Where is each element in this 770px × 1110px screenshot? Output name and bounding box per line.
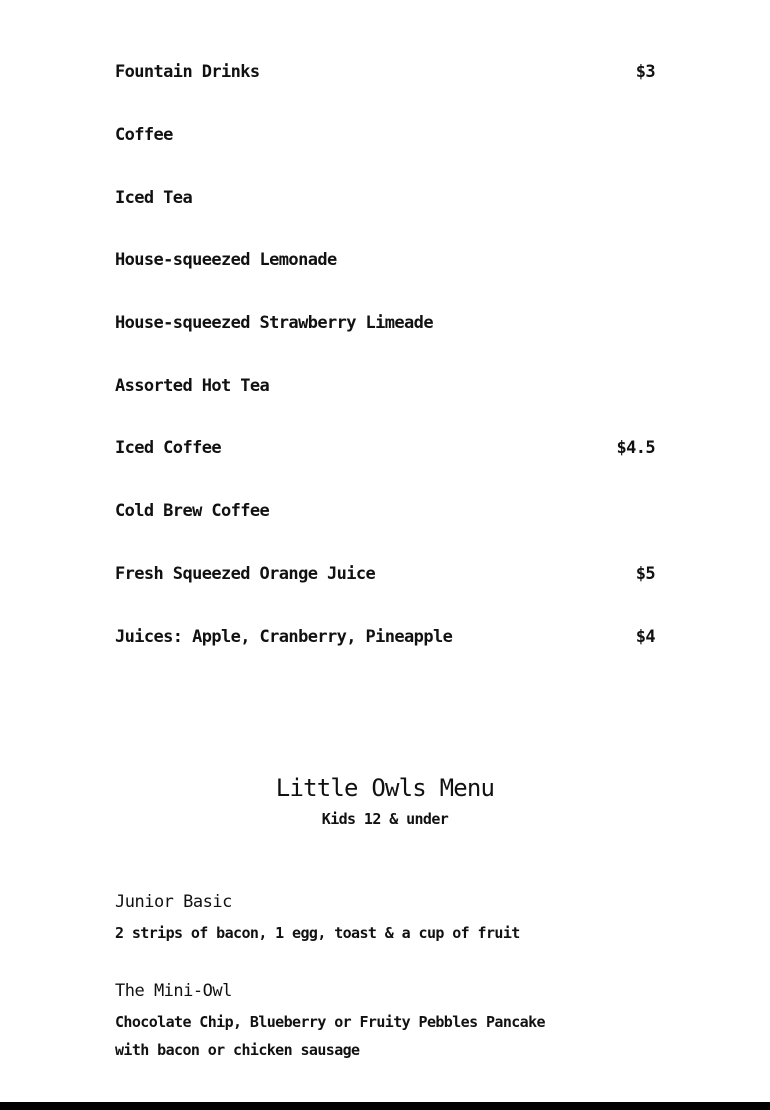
- kids-item-description: Chocolate Chip, Blueberry or Fruity Pebbles Pancake with bacon or chicken sausage: [115, 1013, 545, 1059]
- drink-price: $4.5: [616, 438, 655, 459]
- kids-menu-subtitle: Kids 12 & under: [321, 810, 449, 828]
- kids-menu-title: Little Owls Menu: [275, 774, 495, 802]
- kids-menu-item: [115, 977, 655, 1064]
- drink-price: $5: [635, 563, 655, 584]
- drink-name: House-squeezed Lemonade: [115, 250, 337, 271]
- drink-name: Iced Tea: [115, 187, 193, 208]
- drink-name: Juices: Apple, Cranberry, Pineapple: [115, 626, 453, 647]
- drink-item: [115, 543, 655, 606]
- drink-price: $4: [635, 626, 655, 647]
- drink-name: Coffee: [115, 125, 173, 146]
- drink-item: [115, 41, 655, 104]
- kids-menu-items: [115, 888, 655, 1094]
- drink-item: [115, 605, 655, 668]
- drink-item: [115, 104, 655, 167]
- drink-item: [115, 166, 655, 229]
- kids-item-name: The Mini-Owl: [115, 981, 232, 1001]
- drink-item: [115, 354, 655, 417]
- drink-name: Cold Brew Coffee: [115, 501, 270, 522]
- drink-name: Fresh Squeezed Orange Juice: [115, 563, 376, 584]
- drink-item: [115, 229, 655, 292]
- drink-name: Iced Coffee: [115, 438, 221, 459]
- drink-price: $3: [635, 62, 655, 83]
- bottom-bar: [0, 1102, 770, 1110]
- kids-item-description: 2 strips of bacon, 1 egg, toast & a cup of fruit: [115, 924, 520, 942]
- drink-item: [115, 417, 655, 480]
- drink-item: [115, 292, 655, 355]
- drink-item: [115, 480, 655, 543]
- kids-item-name: Junior Basic: [115, 892, 232, 912]
- drink-name: Fountain Drinks: [115, 62, 260, 83]
- drink-name: House-squeezed Strawberry Limeade: [115, 313, 433, 334]
- kids-menu-item: [115, 888, 655, 947]
- drink-name: Assorted Hot Tea: [115, 375, 270, 396]
- kids-menu-header: [115, 770, 655, 829]
- drinks-list: [115, 41, 655, 668]
